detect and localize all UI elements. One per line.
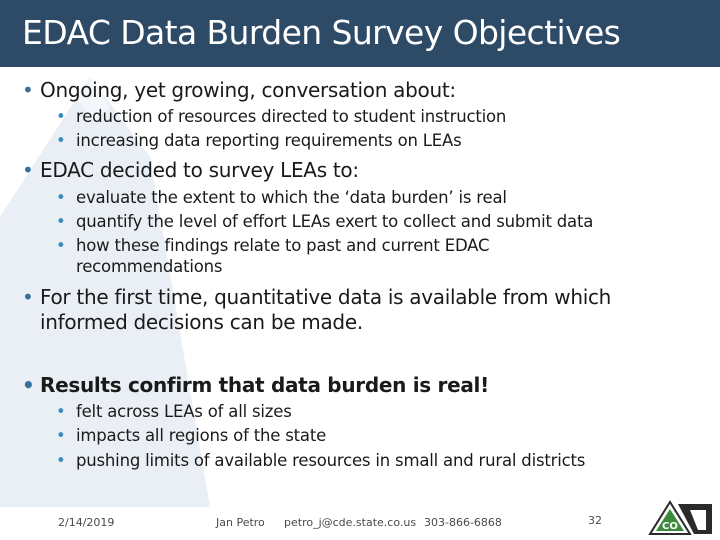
sub-bullet-item [56, 107, 506, 126]
sub-bullet-item [56, 212, 593, 231]
bullet-glyph: • [56, 212, 66, 231]
footer-presenter: Jan Petro [216, 516, 265, 529]
bullet-item [22, 158, 359, 183]
bullet-glyph: • [56, 402, 66, 421]
sub-bullet-text: felt across LEAs of all sizes [76, 402, 292, 421]
sub-bullet-text: pushing limits of available resources in small and rural districts [76, 451, 586, 470]
colorado-state-logo-icon [648, 500, 714, 536]
sub-bullet-item [56, 451, 585, 470]
bullet-text: Results confirm that data burden is real! [40, 373, 489, 397]
bullet-glyph: • [56, 426, 66, 445]
sub-bullet-continuation: recommendations [76, 257, 223, 276]
sub-bullet-item [56, 402, 292, 421]
bullet-glyph: • [56, 107, 66, 126]
sub-bullet-text: quantify the level of effort LEAs exert to collect and submit data [76, 212, 594, 231]
bullet-glyph: • [56, 131, 66, 150]
bullet-glyph: • [22, 285, 34, 309]
sub-bullet-text: how these findings relate to past and current EDAC [76, 236, 490, 255]
bullet-text: EDAC decided to survey LEAs to: [40, 158, 359, 182]
bullet-glyph: • [56, 451, 66, 470]
bullet-glyph: • [56, 236, 66, 255]
sub-bullet-text: increasing data reporting requirements on LEAs [76, 131, 462, 150]
bullet-glyph: • [22, 158, 34, 182]
bullet-text: For the first time, quantitative data is available from which [40, 285, 612, 309]
bullet-item [22, 373, 489, 398]
bullet-item [22, 285, 611, 310]
bullet-continuation: informed decisions can be made. [40, 310, 363, 334]
bullet-glyph: • [22, 78, 34, 102]
sub-bullet-text: impacts all regions of the state [76, 426, 327, 445]
footer-email: petro_j@cde.state.co.us [284, 516, 417, 529]
slide-title: EDAC Data Burden Survey Objectives [22, 13, 621, 52]
bullet-glyph: • [56, 188, 66, 207]
footer-date: 2/14/2019 [58, 516, 115, 529]
footer-phone: 303-866-6868 [424, 516, 502, 529]
logo-text: CO [662, 521, 678, 532]
bullet-text: Ongoing, yet growing, conversation about: [40, 78, 456, 102]
sub-bullet-item [56, 426, 326, 445]
sub-bullet-item [56, 236, 489, 255]
bullet-item [22, 78, 456, 103]
title-bar [0, 0, 720, 67]
page-number: 32 [588, 514, 602, 527]
sub-bullet-text: reduction of resources directed to student instruction [76, 107, 507, 126]
sub-bullet-text: evaluate the extent to which the ‘data burden’ is real [76, 188, 507, 207]
sub-bullet-item [56, 131, 461, 150]
sub-bullet-item [56, 188, 507, 207]
bullet-glyph: • [22, 373, 35, 397]
